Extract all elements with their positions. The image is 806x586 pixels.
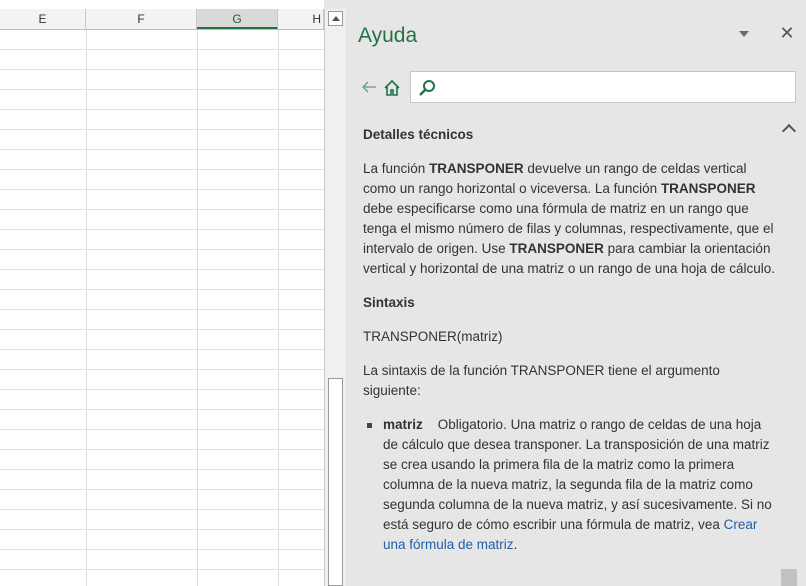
- argument-name: matriz: [383, 417, 423, 432]
- search-input[interactable]: [443, 76, 788, 98]
- function-name-bold: TRANSPONER: [660, 181, 756, 196]
- argument-list: [363, 415, 778, 555]
- list-item: [363, 415, 775, 555]
- gridline-vertical: [278, 30, 279, 586]
- gridline-horizontal: [0, 289, 324, 290]
- gridline-horizontal: [0, 149, 324, 150]
- home-icon[interactable]: [382, 78, 402, 98]
- paragraph-text: devuelve un rango de celdas vertical como un rango horizontal o viceversa. La función: [363, 161, 747, 196]
- gridline-horizontal: [0, 169, 324, 170]
- bullet-icon: [367, 423, 372, 428]
- pane-title: Ayuda: [358, 24, 418, 47]
- gridline-vertical: [86, 30, 87, 586]
- search-icon[interactable]: [417, 78, 437, 98]
- syntax-intro-paragraph: La sintaxis de la función TRANSPONER tiene el argumento siguiente:: [363, 363, 720, 398]
- scroll-thumb[interactable]: [781, 569, 797, 586]
- sheet-vertical-scrollbar[interactable]: [324, 9, 346, 586]
- section-heading-syntax: Sintaxis: [363, 295, 415, 310]
- gridline-horizontal: [0, 489, 324, 490]
- gridline-horizontal: [0, 409, 324, 410]
- gridline-horizontal: [0, 469, 324, 470]
- argument-end: .: [513, 537, 518, 552]
- gridline-horizontal: [0, 269, 324, 270]
- argument-description: Obligatorio. Una matriz o rango de celdas de una hoja de cálculo que desea transponer. La transposición de una matriz se crea usando la primera fila de la matriz como la primera columna de la nueva matriz, la segunda fila de la matriz como segunda columna de la nueva matriz, y así sucesivamente. Si no está seguro de cómo escribir una fórmula de matriz, vea: [383, 417, 772, 532]
- create-array-formula-link[interactable]: Crear una fórmula de matriz: [383, 517, 758, 552]
- help-article: [346, 118, 778, 586]
- gridline-horizontal: [0, 229, 324, 230]
- scroll-up-arrow-icon[interactable]: [328, 11, 343, 26]
- gridline-horizontal: [0, 209, 324, 210]
- cell-grid[interactable]: [0, 30, 324, 586]
- gridline-horizontal: [0, 249, 324, 250]
- column-headers: [0, 9, 324, 30]
- gridline-horizontal: [0, 69, 324, 70]
- gridline-horizontal: [0, 329, 324, 330]
- gridline-horizontal: [0, 189, 324, 190]
- pane-options-dropdown-icon[interactable]: [736, 28, 752, 40]
- gridline-horizontal: [0, 549, 324, 550]
- gridline-horizontal: [0, 449, 324, 450]
- gridline-vertical: [197, 30, 198, 586]
- section-heading-technical-details: Detalles técnicos: [363, 127, 474, 142]
- gridline-horizontal: [0, 369, 324, 370]
- close-icon[interactable]: ✕: [779, 23, 795, 43]
- gridline-horizontal: [0, 309, 324, 310]
- gridline-horizontal: [0, 349, 324, 350]
- function-name-bold: TRANSPONER: [509, 241, 604, 256]
- paragraph-text: La función: [363, 161, 430, 176]
- back-arrow-icon[interactable]: [360, 78, 378, 96]
- description-paragraph: [363, 159, 775, 279]
- gridline-horizontal: [0, 529, 324, 530]
- column-header-h[interactable]: H: [278, 9, 324, 29]
- scroll-thumb[interactable]: [328, 378, 343, 586]
- help-vertical-scrollbar[interactable]: [778, 118, 800, 586]
- gridline-horizontal: [0, 389, 324, 390]
- gridline-horizontal: [0, 129, 324, 130]
- gridline-horizontal: [0, 109, 324, 110]
- paragraph-text: debe especificarse como una fórmula de matriz en un rango que tenga el mismo número de filas y columnas, respectivamente, que el intervalo de origen. Use: [363, 201, 774, 256]
- gridline-horizontal: [0, 569, 324, 570]
- column-header-g[interactable]: G: [197, 9, 278, 29]
- paragraph-text: para cambiar la orientación vertical y horizontal de una matriz o un rango de una hoja de cálculo.: [363, 241, 776, 276]
- gridline-horizontal: [0, 509, 324, 510]
- help-pane: [346, 0, 806, 586]
- function-name-bold: TRANSPONER: [429, 161, 524, 176]
- spreadsheet-area[interactable]: [0, 0, 324, 586]
- column-header-e[interactable]: E: [0, 9, 86, 29]
- column-header-f[interactable]: F: [86, 9, 197, 29]
- chevron-up-icon[interactable]: [782, 122, 796, 136]
- syntax-text: TRANSPONER(matriz): [363, 329, 503, 344]
- gridline-horizontal: [0, 49, 324, 50]
- gridline-horizontal: [0, 89, 324, 90]
- gridline-horizontal: [0, 429, 324, 430]
- search-box[interactable]: [410, 71, 796, 103]
